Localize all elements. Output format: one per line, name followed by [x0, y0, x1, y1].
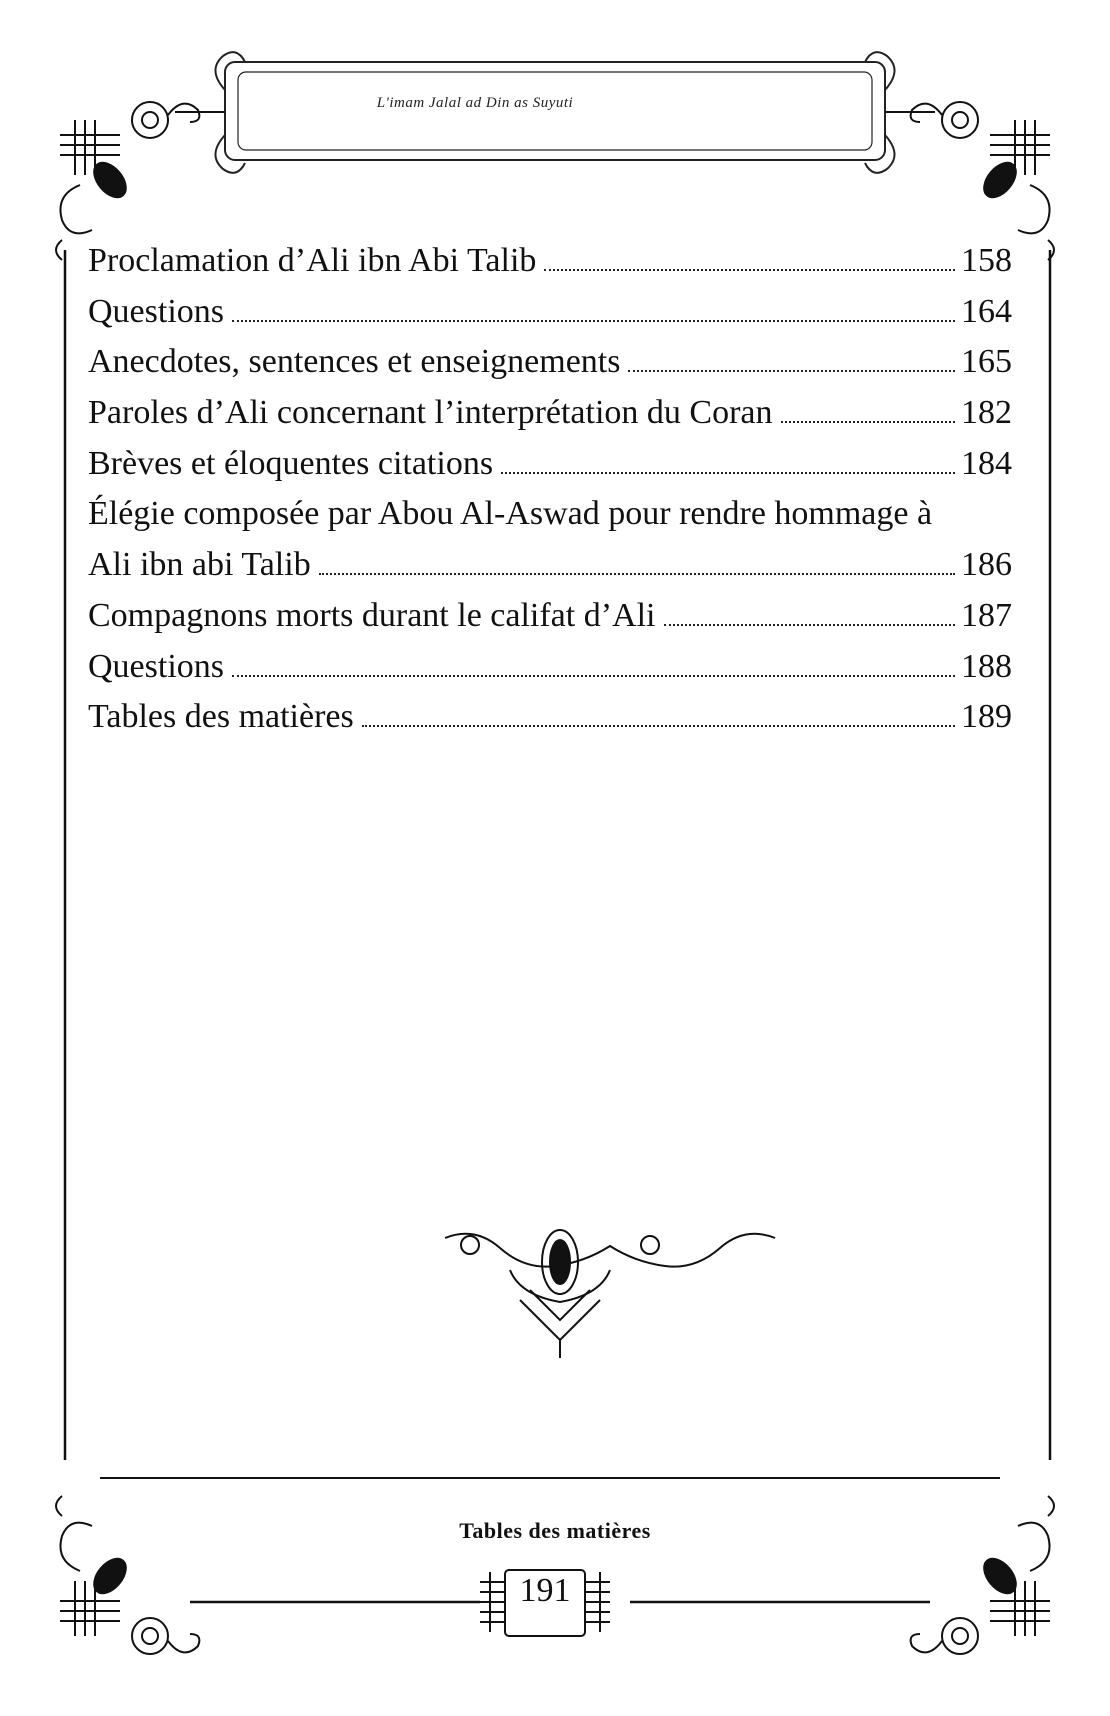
table-of-contents	[88, 236, 1012, 743]
toc-entry-label: Questions	[88, 647, 224, 685]
running-header: L'imam Jalal ad Din as Suyuti	[376, 95, 574, 111]
toc-entry[interactable]	[88, 337, 1012, 388]
dot-leader	[781, 420, 956, 423]
dot-leader	[664, 623, 956, 626]
toc-entry-label: Élégie composée par Abou Al-Aswad pour rendre hommage à	[88, 495, 933, 533]
toc-entry-page: 189	[961, 698, 1012, 736]
dot-leader	[232, 319, 955, 322]
dot-leader	[319, 572, 955, 575]
dot-leader	[232, 674, 955, 677]
toc-entry-label: Questions	[88, 292, 224, 330]
toc-entry-page: 158	[961, 242, 1012, 279]
dot-leader	[628, 369, 955, 372]
toc-entry[interactable]	[88, 388, 1012, 439]
toc-entry-continued[interactable]	[88, 489, 1012, 540]
dot-leader	[544, 268, 955, 271]
footer-section-title: Tables des matières	[459, 1518, 651, 1543]
toc-entry-page: 184	[961, 444, 1012, 482]
toc-entry-label: Compagnons morts durant le califat d’Ali	[88, 596, 656, 634]
toc-entry[interactable]	[88, 692, 1012, 743]
toc-entry-page: 182	[961, 394, 1012, 432]
toc-entry[interactable]	[88, 236, 1012, 287]
toc-entry-page: 164	[961, 292, 1012, 330]
toc-entry-label: Paroles d’Ali concernant l’interprétation du Coran	[88, 394, 773, 432]
toc-entry[interactable]	[88, 642, 1012, 693]
toc-entry-page: 186	[961, 546, 1012, 584]
toc-entry-label: Brèves et éloquentes citations	[88, 444, 494, 482]
dot-leader	[501, 471, 955, 474]
toc-entry[interactable]	[88, 540, 1012, 591]
toc-entry[interactable]	[88, 287, 1012, 338]
toc-entry-label: Tables des matières	[88, 698, 354, 736]
vignette-ornament	[445, 1230, 775, 1358]
toc-entry-page: 188	[961, 647, 1012, 685]
toc-entry[interactable]	[88, 439, 1012, 490]
toc-entry-page: 165	[961, 343, 1012, 381]
toc-entry-page: 187	[961, 596, 1012, 634]
toc-entry-label: Proclamation d’Ali ibn Abi Talib	[88, 242, 537, 279]
toc-entry-label: Ali ibn abi Talib	[88, 546, 311, 584]
toc-entry-label: Anecdotes, sentences et enseignements	[88, 343, 621, 381]
page-number: 191	[519, 1572, 571, 1609]
header-cartouche	[215, 52, 894, 173]
dot-leader	[362, 724, 955, 727]
toc-entry[interactable]	[88, 591, 1012, 642]
